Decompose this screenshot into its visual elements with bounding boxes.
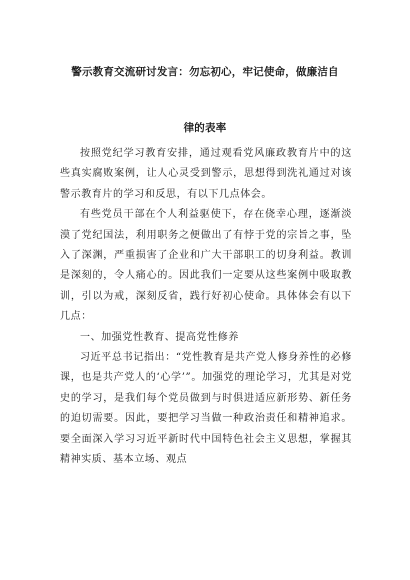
paragraph-intro: 按照党纪学习教育安排，通过观看党风廉政教育片中的这些真实腐败案例，让人心灵受到警示，思想得到洗礼通过对该警示教育片的学习和反思，有以下几点体会。 [60,148,352,200]
paragraph-lessons: 有些党员干部在个人利益驱使下，存在侥幸心理，逐渐淡漠了党纪国法，利用职务之便做出了有悖于党的宗旨之事，坠入了深渊，严重损害了企业和广大干部职工的切身利益。教训是深刻的，令人痛心的。因此我们一定要从这些案例中吸取教训，引以为戒，深刻反省，践行好初心使命。具体体会有以下几点： [60,209,352,323]
document-title-line-1: 警示教育交流研讨发言：勿忘初心，牢记使命，做廉洁自 [71,66,339,78]
paragraph-party-education: 习近平总书记指出：“党性教育是共产党人修身养性的必修课，也是共产党人的‘心学’”。加强党的理论学习，尤其是对党史的学习，是我们每个党员做到与时俱进适应新形势、新任务的迫切需要。因此，要把学习当做一种政治责任和精神追求。要全面深入学习习近平新时代中国特色社会主义思想，掌握其精神实质、基本立场、观点 [60,352,352,466]
section-heading-1: 一、加强党性教育、提高党性修养 [80,331,239,343]
document-title-line-2: 律的表率 [183,122,227,134]
document-body [60,144,352,471]
